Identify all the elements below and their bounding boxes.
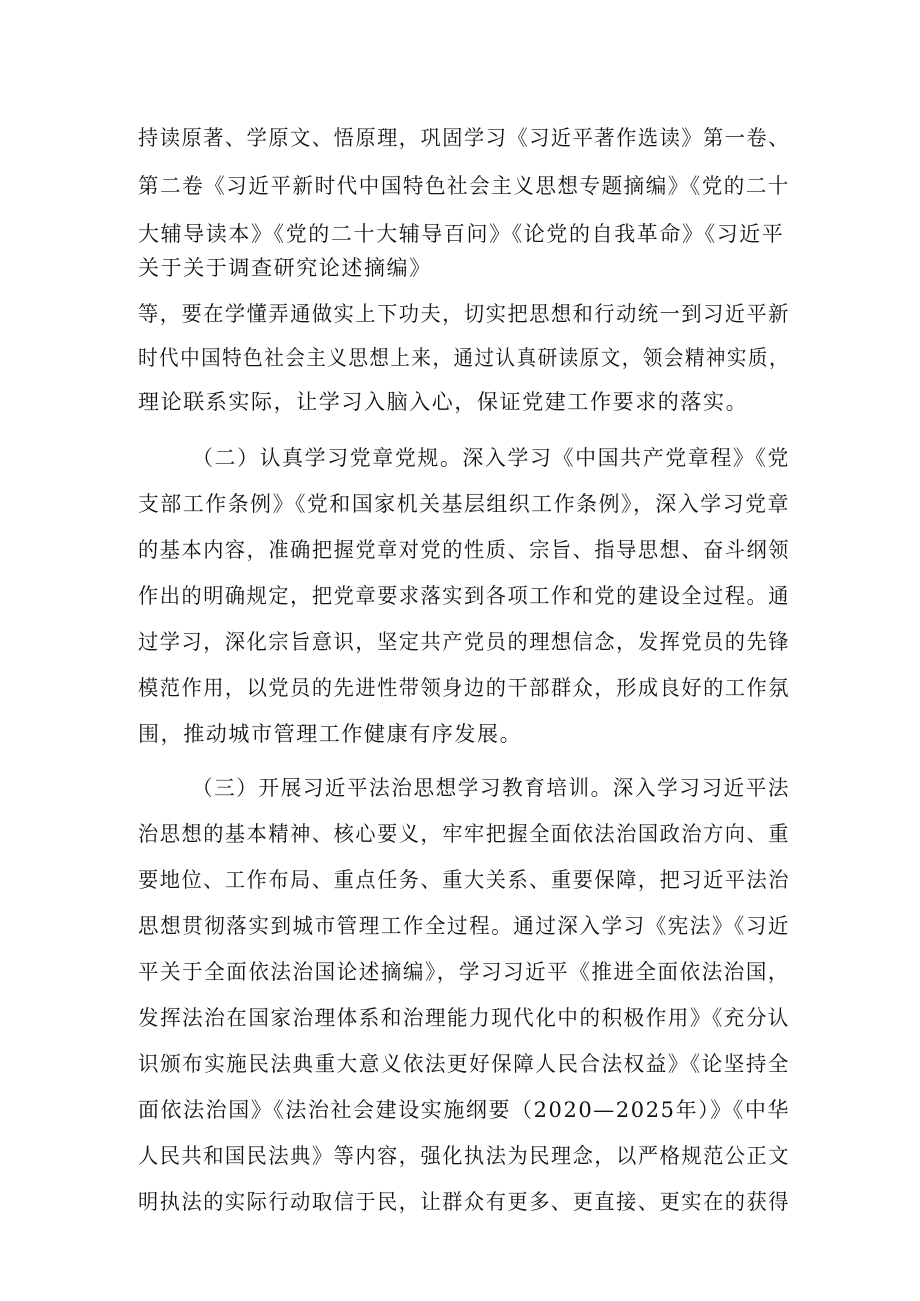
text-line-content: 理论联系实际，让学习入脑入心，保证党建工作要求的落实。 bbox=[138, 390, 749, 414]
text-line bbox=[0, 290, 920, 338]
text-line bbox=[0, 618, 920, 666]
text-line-content: 关于关于调查研究论述摘编》 bbox=[138, 256, 432, 280]
text-line bbox=[0, 480, 920, 528]
text-line bbox=[0, 902, 920, 950]
text-line-content: 识颁布实施民法典重大意义依法更好保障人民合法权益》《论坚持全 bbox=[138, 1052, 790, 1076]
text-line-content: （二）认真学习党章党规。深入学习《中国共产党章程》《党 bbox=[192, 446, 790, 470]
text-line-content: 持读原著、学原文、悟原理，巩固学习《习近平著作选读》第一卷、 bbox=[138, 126, 790, 150]
text-line bbox=[0, 1040, 920, 1088]
text-line-content: 等，要在学懂弄通做实上下功夫，切实把思想和行动统一到习近平新 bbox=[138, 302, 790, 326]
text-line bbox=[0, 994, 920, 1042]
text-line-content: 治思想的基本精神、核心要义，牢牢把握全面依法治国政治方向、重 bbox=[138, 822, 790, 846]
text-line bbox=[0, 572, 920, 620]
text-line bbox=[0, 378, 920, 426]
text-line-content: 的基本内容，准确把握党章对党的性质、宗旨、指导思想、奋斗纲领 bbox=[138, 538, 790, 562]
text-line bbox=[0, 1178, 920, 1226]
paragraph-heading-line bbox=[0, 764, 920, 812]
text-line bbox=[0, 526, 920, 574]
text-line-content: 模范作用，以党员的先进性带领身边的干部群众，形成良好的工作氛 bbox=[138, 676, 790, 700]
text-line bbox=[0, 810, 920, 858]
text-line bbox=[0, 244, 920, 292]
text-line-content: 第二卷《习近平新时代中国特色社会主义思想专题摘编》《党的二十 bbox=[138, 174, 790, 198]
text-line bbox=[0, 710, 920, 758]
text-line-content: 围，推动城市管理工作健康有序发展。 bbox=[138, 722, 523, 746]
text-line bbox=[0, 162, 920, 210]
text-line-content: 明执法的实际行动取信于民，让群众有更多、更直接、更实在的获得 bbox=[138, 1190, 790, 1214]
paragraph-heading-line bbox=[0, 434, 920, 482]
text-line-content: 要地位、工作布局、重点任务、重大关系、重要保障，把习近平法治 bbox=[138, 868, 790, 892]
text-line-content: 时代中国特色社会主义思想上来，通过认真研读原文，领会精神实质， bbox=[138, 346, 790, 370]
text-line bbox=[0, 1086, 920, 1134]
text-line bbox=[0, 1132, 920, 1180]
text-line-content: 人民共和国民法典》等内容，强化执法为民理念，以严格规范公正文 bbox=[138, 1144, 790, 1168]
text-line-content: 过学习，深化宗旨意识，坚定共产党员的理想信念，发挥党员的先锋 bbox=[138, 630, 790, 654]
text-line bbox=[0, 664, 920, 712]
text-line bbox=[0, 856, 920, 904]
text-line-content: 支部工作条例》《党和国家机关基层组织工作条例》，深入学习党章 bbox=[138, 492, 790, 516]
text-line-content: 发挥法治在国家治理体系和治理能力现代化中的积极作用》《充分认 bbox=[138, 1006, 790, 1030]
text-line bbox=[0, 114, 920, 162]
text-line-content: 大辅导读本》《党的二十大辅导百问》《论党的自我革命》《习近平 bbox=[138, 222, 785, 246]
text-line-content: 作出的明确规定，把党章要求落实到各项工作和党的建设全过程。通 bbox=[138, 584, 790, 608]
text-line-content: 思想贯彻落实到城市管理工作全过程。通过深入学习《宪法》《习近 bbox=[138, 914, 790, 938]
text-line bbox=[0, 948, 920, 996]
text-line-content: （三）开展习近平法治思想学习教育培训。深入学习习近平法 bbox=[192, 776, 790, 800]
text-line-content: 平关于全面依法治国论述摘编》，学习习近平《推进全面依法治国， bbox=[138, 960, 790, 984]
text-line-content: 面依法治国》《法治社会建设实施纲要（2020—2025年）》《中华 bbox=[138, 1098, 790, 1122]
text-line bbox=[0, 334, 920, 382]
